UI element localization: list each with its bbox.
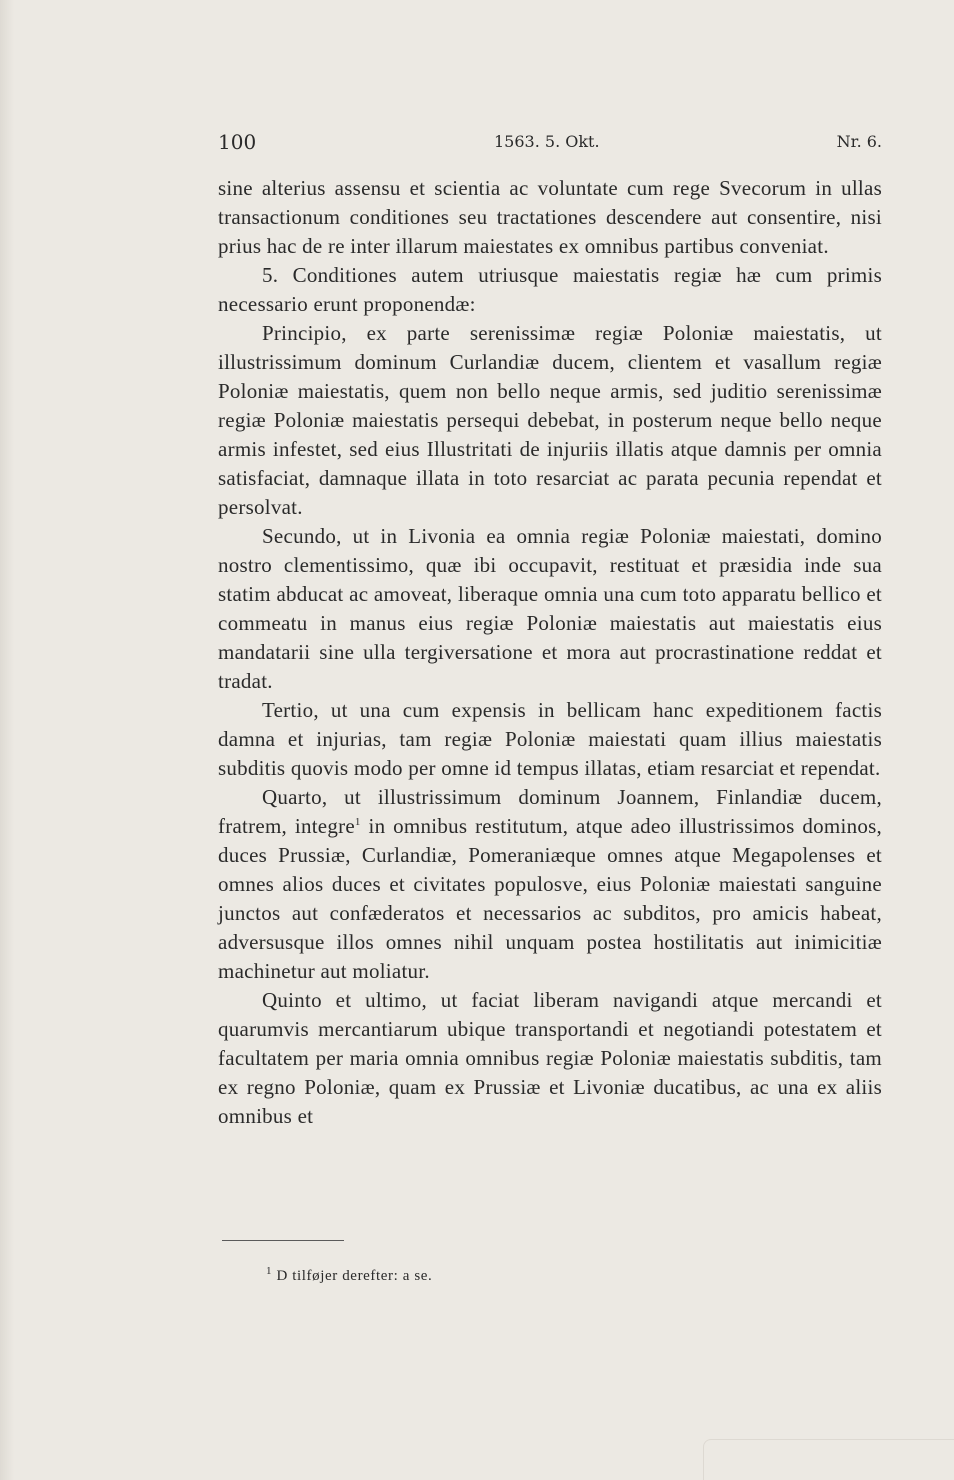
footnote-marker: 1 xyxy=(266,1265,273,1277)
paragraph-continuation: sine alterius assensu et scientia ac voluntate cum rege Svecorum in ullas transactionum conditiones seu tractationes descendere aut consentire, nisi prius hac de re inter illarum maiestates ex omnibus partibus conveniat. xyxy=(218,176,882,258)
paragraph-tertio: Tertio, ut una cum expensis in bellicam hanc expeditionem factis damna et injurias, tam regiæ Poloniæ maiestati quam illius maiestatis subditis quovis modo per omne id tempus illatas, etiam resarciat et rependat. xyxy=(218,698,882,780)
footnote-reference: 1 xyxy=(354,816,361,828)
footnote-divider xyxy=(222,1240,344,1241)
paragraph-quarto xyxy=(218,783,882,986)
header-date: 1563. 5. Okt. xyxy=(494,132,600,151)
paragraph-quarto-part1: Quarto, ut illustrissimum dominum Joannem, Finlandiæ ducem, fratrem, integre xyxy=(218,785,882,838)
document-number: Nr. 6. xyxy=(836,132,882,151)
footnote xyxy=(266,1265,433,1285)
paragraph-principio: Principio, ex parte serenissimæ regiæ Poloniæ maiestatis, ut illustrissimum dominum Curlandiæ ducem, clientem et vasallum regiæ Poloniæ maiestatis, quem non bello neque armis, sed juditio serenissimæ regiæ Poloniæ maiestatis persequi debebat, in posterum neque bello neque armis infestet, sed eius Illustritati de injuriis illatis atque damnis per omnia satisfaciat, damnaque illata in toto resarciat ac parata pecunia rependat et persolvat. xyxy=(218,321,882,519)
running-head xyxy=(218,130,882,154)
page-corner-artifact xyxy=(703,1439,954,1480)
footnote-text: D tilføjer derefter: a se. xyxy=(272,1268,433,1284)
paragraph-secundo: Secundo, ut in Livonia ea omnia regiæ Poloniæ maiestati, domino nostro clementissimo, quæ ibi occupavit, restituat et præsidia inde sua statim abducat ac amoveat, liberaque omnia una cum toto apparatu bellico et commeatu in manus eius regiæ Poloniæ maiestatis aut maiestatis eius mandatarii sine ulla tergiversatione et mora aut procrastinatione reddat et tradat. xyxy=(218,524,882,693)
main-text xyxy=(218,174,882,1131)
paragraph-quarto-part2: in omnibus restitutum, atque adeo illustrissimos dominos, duces Prussiæ, Curlandiæ, Pomeraniæque omnes atque Megapolenses et omnes alios duces et civitates populosve, eius Poloniæ maiestati sanguine junctos aut confæderatos et necessarios ac subditos, pro amicis habeat, adversusque illos omnes nihil unquam postea hostilitatis aut inimicitiæ machinetur aut moliatur. xyxy=(218,814,882,983)
paragraph-conditions-intro: 5. Conditiones autem utriusque maiestatis regiæ hæ cum primis necessario erunt proponendæ: xyxy=(218,263,882,316)
page-edge-shadow xyxy=(0,0,14,1480)
page-number: 100 xyxy=(218,130,257,154)
paragraph-quinto: Quinto et ultimo, ut faciat liberam navigandi atque mercandi et quarumvis mercantiarum ubique transportandi et negotiandi potestatem et facultatem per maria omnia omnibus regiæ Poloniæ maiestatis subditis, tam ex regno Poloniæ, quam ex Prussiæ et Livoniæ ducatibus, ac una ex aliis omnibus et xyxy=(218,988,882,1128)
